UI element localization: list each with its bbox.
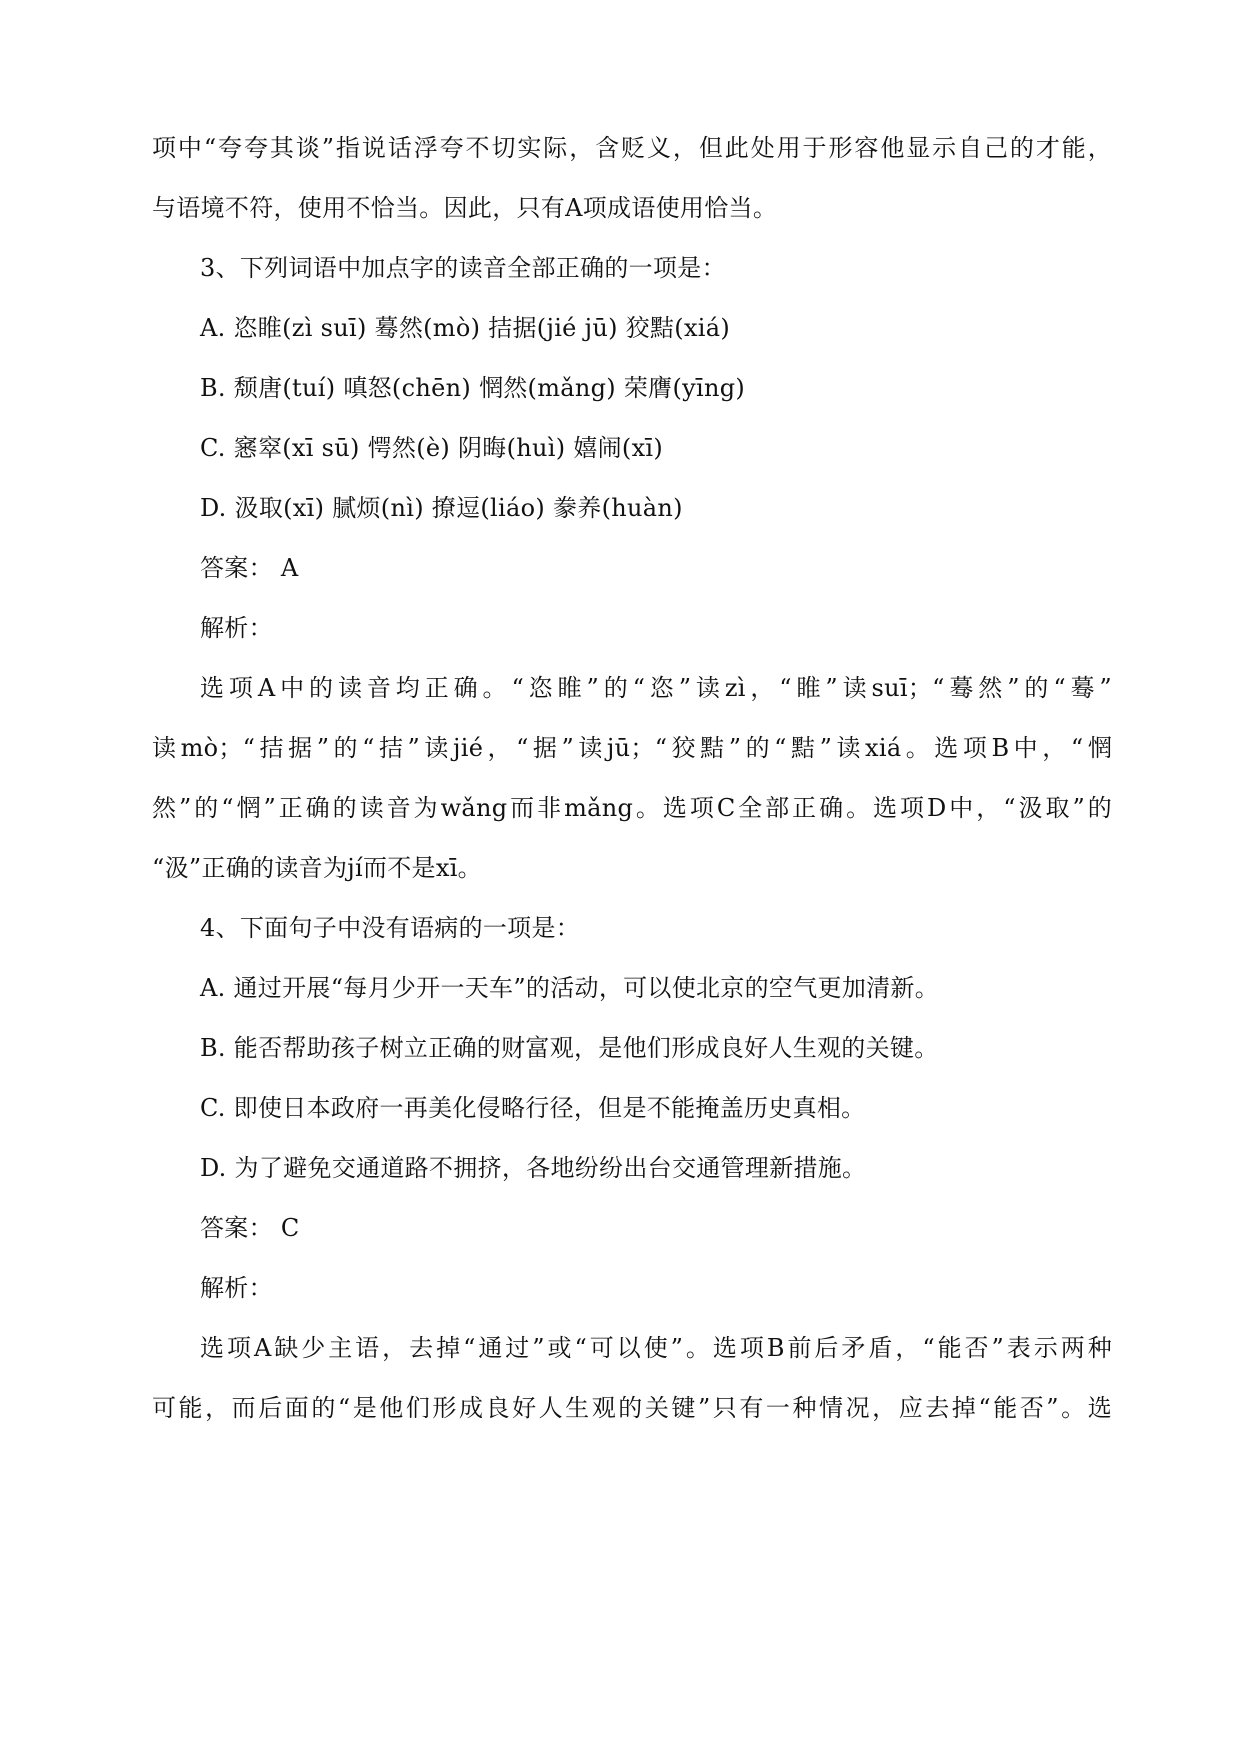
question-4-answer: 答案： C [200,1214,300,1242]
paragraph-line: 与语境不符，使用不恰当。因此，只有A项成语使用恰当。 [152,194,778,222]
question-3-analysis-line: 选项A中的读音均正确。“恣睢”的“恣”读zì，“睢”读suī；“蓦然”的“蓦” [200,674,1112,702]
question-4-option-b: B. 能否帮助孩子树立正确的财富观，是他们形成良好人生观的关键。 [200,1034,939,1062]
question-3-option-d: D. 汲取(xī) 腻烦(nì) 撩逗(liáo) 豢养(huàn) [200,494,683,522]
question-3-stem: 3、下列词语中加点字的读音全部正确的一项是： [200,254,726,282]
question-4-option-a: A. 通过开展“每月少开一天车”的活动，可以使北京的空气更加清新。 [200,974,940,1002]
question-3-option-c: C. 窸窣(xī sū) 愕然(è) 阴晦(huì) 嬉闹(xī) [200,434,664,462]
question-3-option-b: B. 颓唐(tuí) 嗔怒(chēn) 惘然(mǎng) 荣膺(yīng) [200,374,746,402]
question-3-analysis-line: 然”的“惘”正确的读音为wǎng而非mǎng。选项C全部正确。选项D中，“汲取”的 [152,794,1112,822]
question-4-analysis-label: 解析： [200,1274,273,1302]
question-3-answer: 答案： A [200,554,299,582]
question-3-analysis-line: 读mò；“拮据”的“拮”读jié，“据”读jū；“狡黠”的“黠”读xiá。选项B中，“惘 [152,734,1112,762]
question-4-analysis-line: 选项A缺少主语，去掉“通过”或“可以使”。选项B前后矛盾，“能否”表示两种 [200,1334,1112,1362]
question-4-stem: 4、下面句子中没有语病的一项是： [200,914,581,942]
question-3-option-a: A. 恣睢(zì suī) 蓦然(mò) 拮据(jié jū) 狡黠(xiá) [200,314,731,342]
question-3-analysis-line: “汲”正确的读音为jí而不是xī。 [152,854,482,882]
question-4-option-d: D. 为了避免交通道路不拥挤，各地纷纷出台交通管理新措施。 [200,1154,867,1182]
question-3-analysis-label: 解析： [200,614,273,642]
question-4-option-c: C. 即使日本政府一再美化侵略行径，但是不能掩盖历史真相。 [200,1094,866,1122]
paragraph-line: 项中“夸夸其谈”指说话浮夸不切实际，含贬义，但此处用于形容他显示自己的才能， [152,134,1112,162]
question-4-analysis-line: 可能，而后面的“是他们形成良好人生观的关键”只有一种情况，应去掉“能否”。选 [152,1394,1112,1422]
